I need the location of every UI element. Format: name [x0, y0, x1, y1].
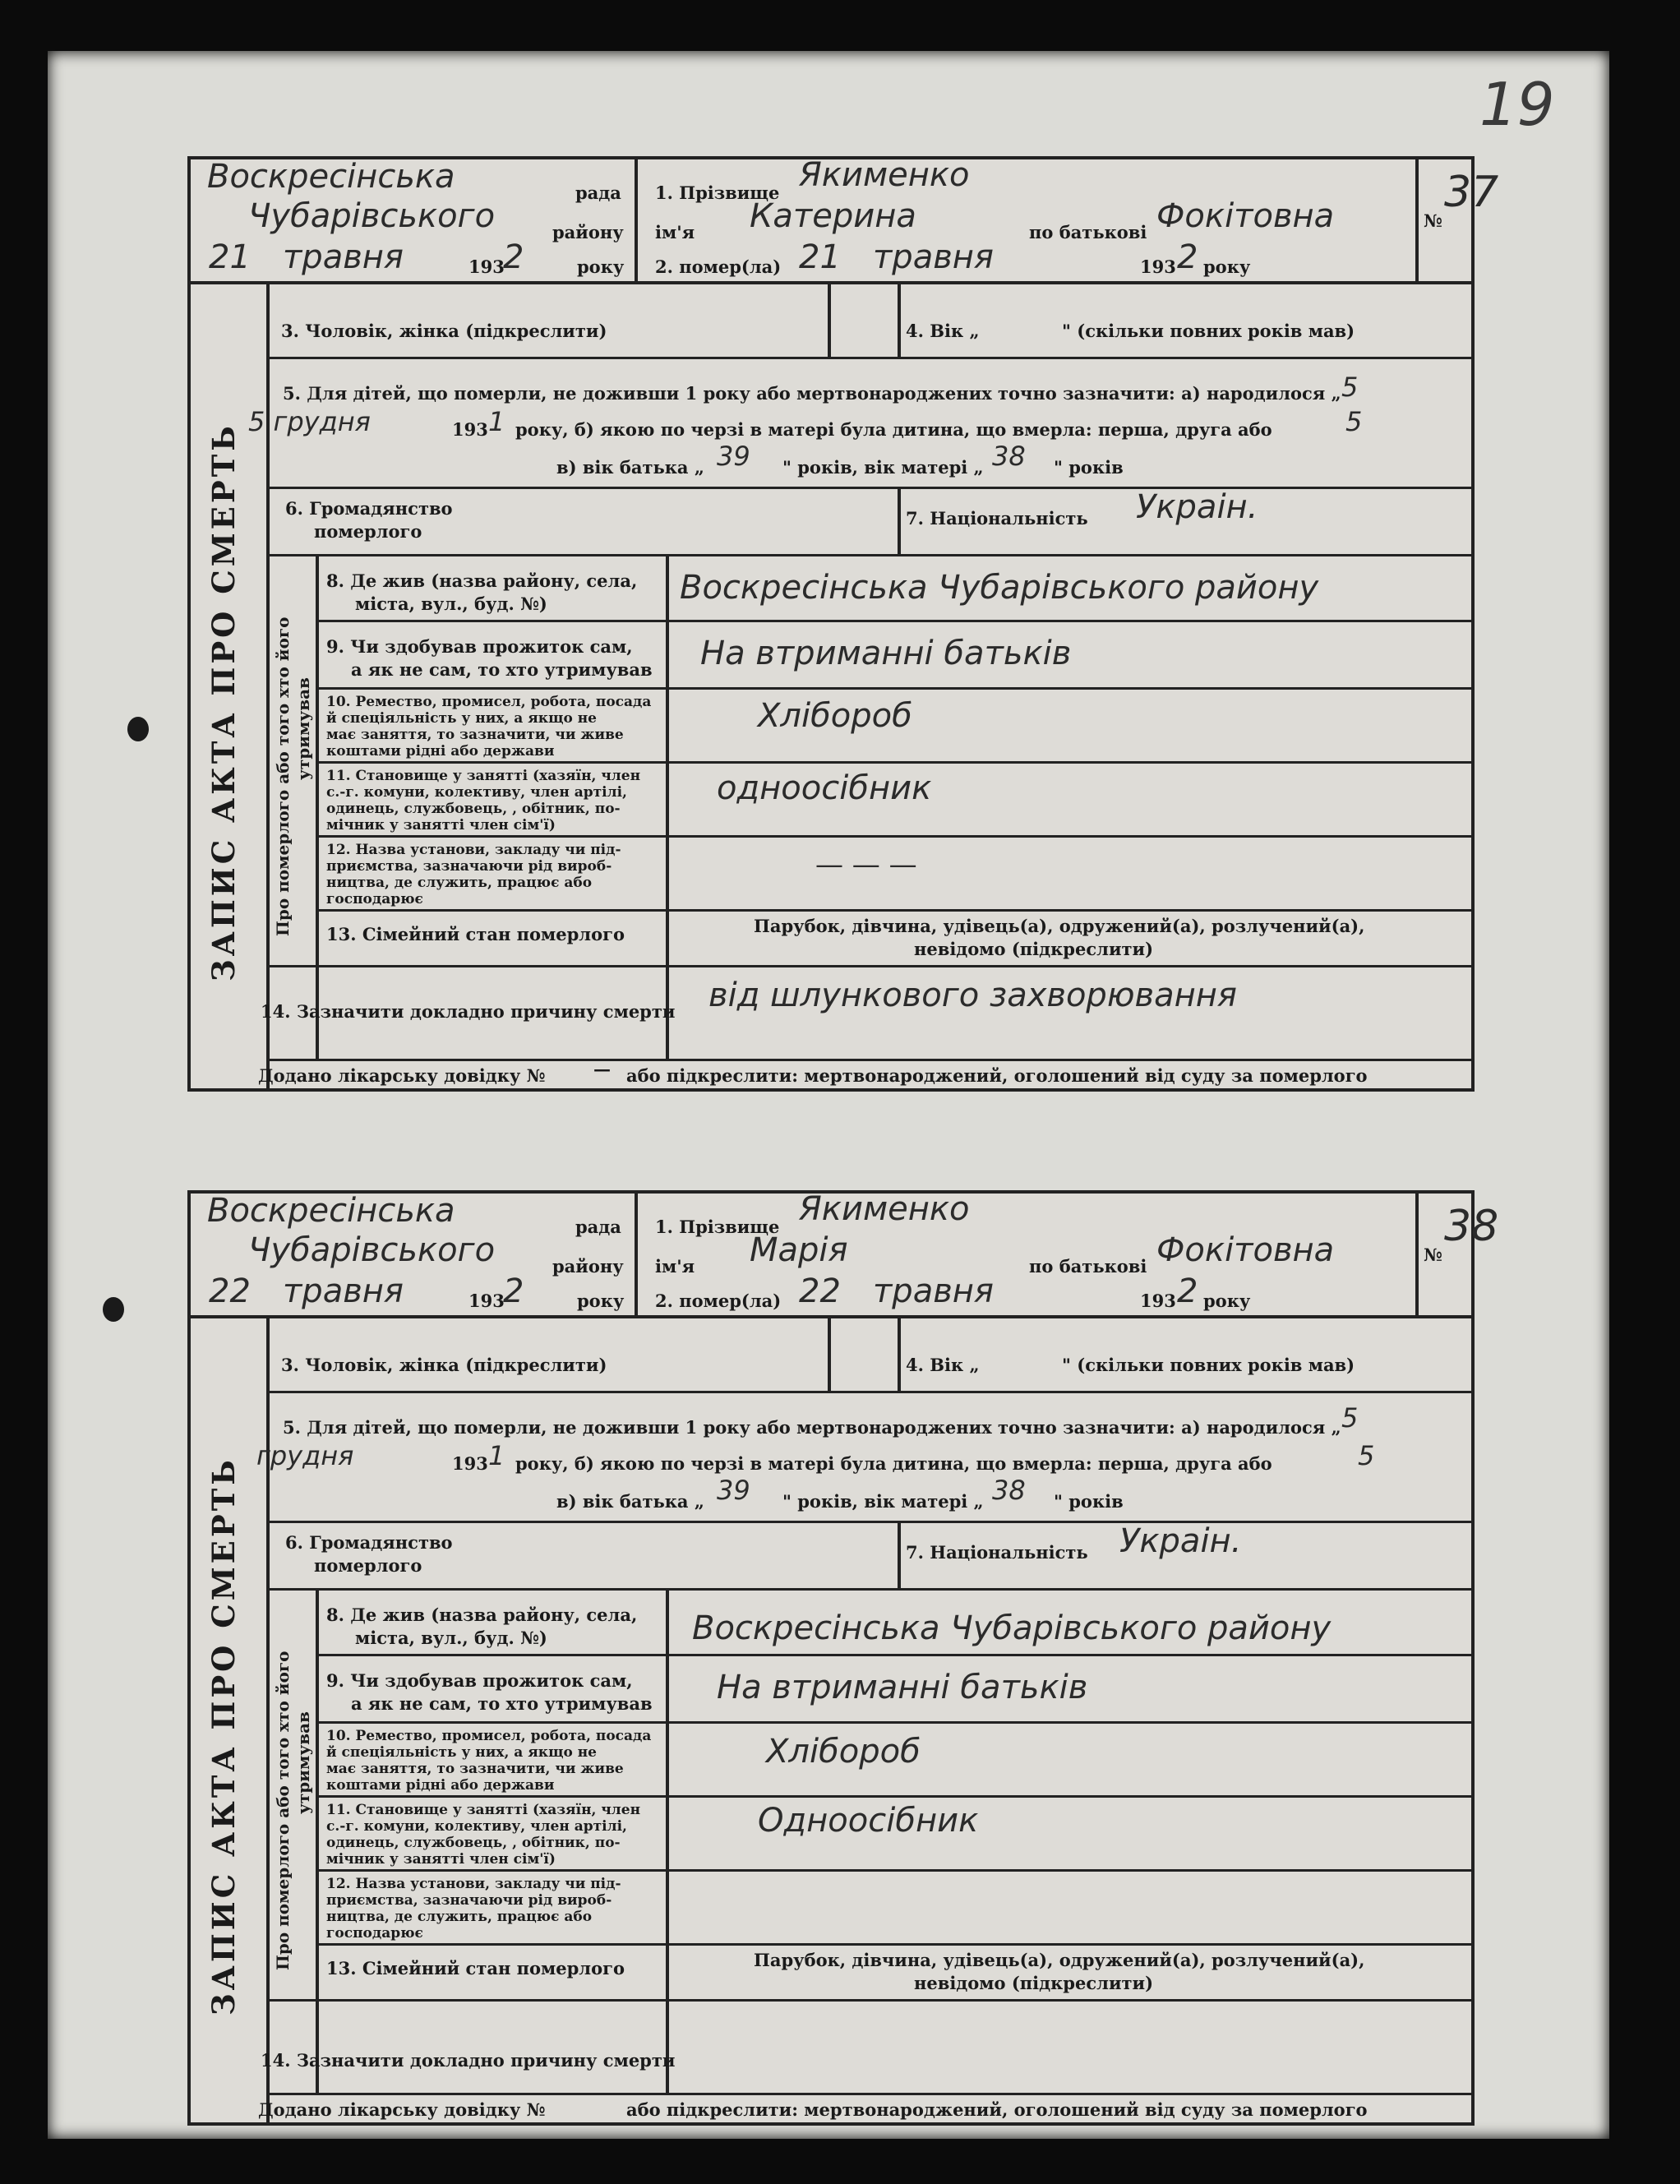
first-name: Катерина [750, 197, 916, 235]
side-title: ЗАПИС АКТА ПРО СМЕРТЬ [205, 422, 242, 981]
residence: Воскресінська Чубарівського району [680, 569, 1319, 607]
q3-label: 3. Чоловік, жінка (підкреслити) [281, 1355, 607, 1375]
q13-label: 13. Сімейний стан померлого [326, 1958, 625, 1979]
q3-label: 3. Чоловік, жінка (підкреслити) [281, 321, 607, 341]
q6-label: 6. Громадянство [285, 498, 453, 519]
death-day: 22 [799, 1272, 841, 1310]
father-age: 39 [717, 441, 750, 472]
certificate-number: — [593, 1059, 611, 1079]
marital-options: Парубок, дівчина, удівець(а), одружений(а), розлучений(а), [754, 1950, 1365, 1970]
child-order: 5 [1358, 1440, 1375, 1471]
q8-label: 8. Де жив (назва району, села, [326, 1605, 638, 1625]
record-header: Воскресінська рада Чубарівського району 21 травня 193 2 року 1. Прізвище Якименко ім'я Катерина по батькові Фокітовна 2. помер(ла) 21 травня 193 2 року № 37 [191, 159, 1471, 284]
q12-label: 12. Назва установи, закладу чи під- [326, 1876, 621, 1892]
reg-month: травня [283, 238, 404, 276]
employment-status: одноосібник [717, 769, 932, 807]
first-name: Марія [750, 1231, 848, 1269]
surname: Якименко [799, 1190, 970, 1228]
death-month: травня [873, 238, 994, 276]
occupation: Хлібороб [766, 1733, 921, 1771]
death-month: травня [873, 1272, 994, 1310]
death-record-38: Воскресінська рада Чубарівського району 22 травня 193 2 року 1. Прізвище Якименко ім'я Марія по батькові Фокітовна 2. помер(ла) 22 травня 193 2 року № 38 ЗАПИС АКТА ПРО СМЕРТЬ Про померлого або того хто його утримував 3. Чоловік, жінка (підкреслити) 4. Вік „ " (скільки повних років мав) 5. Для дітей, що померли, не доживши 1 року або мертвонароджених точно зазначити: а) народилося „ 5 грудня 193 1 року, б) якою по черзі в матері була дитина, що вмерла: перша, друга або 5 в) вік батька „ 39 " років, вік матері „ 38 " років 6. Громадянство померлого 7. Національність Украін. 8. Де жив (назва району, села, міста, вул., буд. №) Воскресінська Чубарівського району 9. Чи здобував прожиток сам, а як не сам, то хто утримував На втриманні батьків 10. Ремество, промисел, робота, посада й спеціяльність у них, а якщо не має заняття, то зазначити, чи живе коштами рідні або держави Хлібороб 11. Становище у занятті (хазяїн, член с.-г. комуни, колективу, член артілі, одинець, службовець, , обітник, по- мічник у занятті член сім'ї) Одноосібник 12. Назва установи, закладу чи під- приємства, зазначаючи рід вироб- ництва, де служить, працює або господарює 13. Сімейний стан померлого Парубок, дівчина, удівець(а), одружений(а), розлучений(а), невідомо (підкреслити) 14. Зазначити докладно причину смерти Додано лікарську довідку № або підкреслити: мертвонароджений, оголошений від суду за померлого [187, 1190, 1475, 2126]
q4-label: 4. Вік „ [906, 1355, 980, 1375]
q14-label: 14. Зазначити докладно причину смерти [261, 2050, 676, 2071]
village-name: Воскресінська [207, 1192, 455, 1230]
born-day: 5 [1341, 1402, 1359, 1434]
district-name: Чубарівського [248, 197, 496, 235]
child-order: 5 [1345, 406, 1363, 437]
death-record-37: Воскресінська рада Чубарівського району 21 травня 193 2 року 1. Прізвище Якименко ім'я Катерина по батькові Фокітовна 2. помер(ла) 21 травня 193 2 року № 37 ЗАПИС АКТА ПРО СМЕРТЬ Про померлого або того хто його утримував 3. Чоловік, жінка (підкреслити) 4. Вік „ " (скільки повних років мав) 5. Для дітей, що померли, не доживши 1 року або мертвонароджених точно зазначити: а) народилося „ 5 5 грудня 193 1 року, б) якою по черзі в матері була дитина, що вмерла: перша, друга або 5 в) вік батька „ 39 " років, вік матері „ 38 " років 6. Громадянство померлого 7. Національність Украін. 8. Де жив (назва району, села, міста, вул., буд. №) Воскресінська Чубарівського району 9. Чи здобував прожиток сам, а як не сам, то хто утримував На втриманні батьків 10. Ремество, промисел, робота, посада й спеціяльність у них, а якщо не має заняття, то зазначити, чи живе коштами рідні або держави Хлібороб 11. Становище у занятті (хазяїн, член с.-г. комуни, колективу, член артілі, одинець, службовець, , обітник, по- мічник у занятті член сім'ї) одноосібник 12. Назва установи, закладу чи під- приємства, зазначаючи рід вироб- ництва, де служить, працює або господарює — — — 13. Сімейний стан померлого Парубок, дівчина, удівець(а), одружений(а), розлучений(а), невідомо (підкреслити) 14. Зазначити докладно причину смерти від шлункового захворювання Додано лікарську довідку № — або підкреслити: мертвонароджений, оголошений від суду за померлого [187, 156, 1475, 1092]
livelihood: На втриманні батьків [717, 1669, 1088, 1706]
reg-day: 21 [209, 238, 251, 276]
mother-age: 38 [992, 1475, 1026, 1506]
born-year-digit: 1 [488, 406, 505, 437]
q14-label: 14. Зазначити докладно причину смерти [261, 1001, 676, 1022]
reg-day: 22 [209, 1272, 251, 1310]
reg-month: травня [283, 1272, 404, 1310]
q12-label: 12. Назва установи, закладу чи під- [326, 842, 621, 858]
patronymic: Фокітовна [1156, 1231, 1335, 1269]
mother-age: 38 [992, 441, 1026, 472]
q5-label: 5. Для дітей, що померли, не доживши 1 року або мертвонароджених точно зазначити: а) народилося „ [283, 1417, 1341, 1438]
footer-certificate: Додано лікарську довідку № [258, 2099, 546, 2120]
q7-label: 7. Національність [906, 508, 1088, 529]
marital-options: Парубок, дівчина, удівець(а), одружений(а), розлучений(а), [754, 916, 1365, 936]
surname: Якименко [799, 156, 970, 194]
village-name: Воскресінська [207, 158, 455, 196]
nationality: Украін. [1119, 1522, 1242, 1560]
death-year-digit: 2 [1177, 1272, 1198, 1310]
q9-label: 9. Чи здобував прожиток сам, [326, 1670, 633, 1691]
side-title: ЗАПИС АКТА ПРО СМЕРТЬ [205, 1457, 242, 2015]
q7-label: 7. Національність [906, 1542, 1088, 1563]
reg-year-digit: 2 [503, 238, 524, 276]
footer-certificate: Додано лікарську довідку № [258, 1065, 546, 1086]
q9-label: 9. Чи здобував прожиток сам, [326, 636, 633, 657]
nationality: Украін. [1136, 488, 1258, 526]
institution: — — — [815, 848, 917, 881]
residence: Воскресінська Чубарівського району [692, 1609, 1332, 1647]
binding-hole [127, 717, 149, 741]
occupation: Хлібороб [758, 697, 912, 735]
q10-label: 10. Ремество, промисел, робота, посада [326, 1728, 652, 1744]
q11-label: 11. Становище у занятті (хазяїн, член [326, 768, 641, 784]
q11-label: 11. Становище у занятті (хазяїн, член [326, 1802, 641, 1818]
q8-label: 8. Де жив (назва району, села, [326, 570, 638, 591]
cause-of-death: від шлункового захворювання [708, 977, 1237, 1014]
q6-label: 6. Громадянство [285, 1532, 453, 1553]
record-number: 37 [1444, 168, 1499, 217]
employment-status: Одноосібник [758, 1802, 979, 1840]
livelihood: На втриманні батьків [700, 635, 1072, 672]
reg-year-digit: 2 [503, 1272, 524, 1310]
born-month: грудня [256, 1440, 354, 1471]
page-number: 19 [1479, 70, 1555, 139]
q13-label: 13. Сімейний стан померлого [326, 924, 625, 944]
patronymic: Фокітовна [1156, 197, 1335, 235]
record-number: 38 [1444, 1202, 1499, 1251]
q10-label: 10. Ремество, промисел, робота, посада [326, 694, 652, 710]
death-year-digit: 2 [1177, 238, 1198, 276]
district-name: Чубарівського [248, 1231, 496, 1269]
born-day: 5 [1341, 372, 1359, 403]
q5-label: 5. Для дітей, що померли, не доживши 1 року або мертвонароджених точно зазначити: а) народилося „ [283, 383, 1341, 404]
record-header: Воскресінська рада Чубарівського району 22 травня 193 2 року 1. Прізвище Якименко ім'я Марія по батькові Фокітовна 2. помер(ла) 22 травня 193 2 року № 38 [191, 1194, 1471, 1318]
father-age: 39 [717, 1475, 750, 1506]
death-day: 21 [799, 238, 841, 276]
q4-label: 4. Вік „ [906, 321, 980, 341]
binding-hole [103, 1297, 124, 1322]
born-year-digit: 1 [488, 1440, 505, 1471]
born-month: 5 грудня [248, 406, 371, 437]
